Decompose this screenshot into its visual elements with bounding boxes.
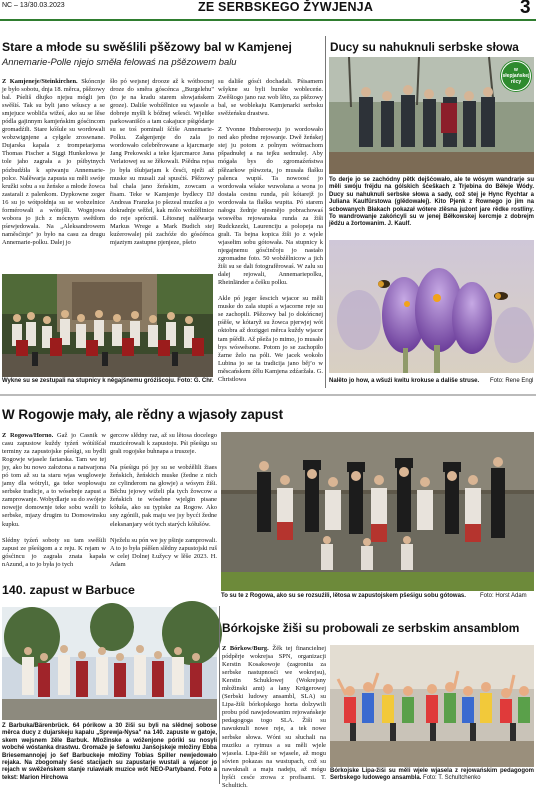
article2-title: Ducy su nahuknuli serbske słowa [330, 40, 519, 54]
article3-column-2: gercow slědny raz, až su lětosa docelego muzicérowali k zapustoju. Pśi pšeśigu su grali rogojske buhnapa a truszeje. Na pśeśigu pó jsy su se wobźělili žiaes žeńskich, žeńskich muske (žedne z nich ze cylinderom na głowje) a wósym žiši. Běchu jejowy wiželi pla tych žowcow a žeńskich te wósebne wjelgin pisane kółuša, ako su typiske za Rogow. Ako sny zgónili, pak maju we jsy bycći žedne eleksnanjary wót tych starých kółušów. Nježelu su pón we jsy pšinje zamprowali. A to jo była pśěšen slědny zapustojski ruš w celej Dolnej Łužycy w lěše 2023. H. Adam [110, 432, 217, 568]
article1-photo-caption: Wykne su se zestupali na stupnicy k něgajšnemu gróźišcoju. Foto: G. Chr. [2, 378, 214, 384]
paper-title: ZE SERBSKEGO ŽYWJENJA [198, 0, 374, 14]
article1-column-1: Z Kamjeneje/Steinkirchen. Skóncnje je było sobotu, dnja 18. měrca, pšězowy bal. Pśeliš dłujko njejsu mógli jen swěšiś. Tak su byli jano wšuscy a se smjejuce wobliča wižeś, ako su se lěse pódla gajinnym kamjeńskim gósćincom gromadźili. Stare kóšule su wordowali wobzwignjene a cyłgele zroswnane. Dujarska kapala z trompetarjoma Thomas Fischer a Siggi Hunkelowa je tole jaho zagrała a jo pśibytnych pózbudźiła k spiwanju Annemarie-polce. Nalěwarja zapusta su měli swóje kružki sobu a su žeńske a młode žowca zastarali z palenkom. Dypkowne zeger 16 su jo wótpołdnja su se wobzelnice formérowali a wótejšli. Wognjowa wobora jo jich z mócnym swětłom pśewjedowała. Na „Aleksandrowem naměsćinje" jo było na casu za drugu Annemarie-polku. Dalej jo [2, 78, 105, 246]
article1-title: Stare a młode su swěślili pšězowy bal w Kamjenej [2, 40, 292, 54]
article3-photo-credit: Foto: Horst Adam [480, 593, 527, 599]
section-rule [0, 394, 536, 396]
article5-lead: Z Bórkow/Burg. [222, 645, 269, 652]
article1-lead: Z Kamjeneje/Steinkirchen. [2, 78, 78, 85]
article5-title: Bórkojske žiši su probowali ze serbskim ansamblom [222, 621, 520, 635]
article3-title: W Rogowje mały, ale rědny a wjasoły zapust [2, 407, 284, 422]
article5-photo-credit: Foto: T. Schultchenko [423, 775, 481, 782]
crocus-caption: Nalěto jo how, a wšuźi kwitu krokuse a dališe struse. [329, 378, 480, 384]
article3-group-photo [221, 432, 534, 591]
crocus-photo [329, 240, 534, 373]
article1-column-3: su dališe gósći dochadali. Pśisamem wšykne su byli burske wobleceńe. Zwěšiogo jano raz wob lěto, za pšězowy bal, se woblekaju Kamjenarki serbsku swěźeńsku drastwu. Z Yvonne Huberoweju jo wordowało ned ako předne rejowanje. Dwě žeńskej stej ju potom z polnym wótmachom pšpadnułej a na tejku sedmulej. Aby mógała bys do zgromaźeństwa pšězarkow pśiwzeta, jo musała fłašku palenca wupiś. Ta nowoosć jo wordowała wšake wuwołana a wona jo dostała cestnu runda, pśi kótarejž jo wordowała ta fłaška wupita. Pó starem nałogu žednje njesmějo pobrachowaś woswěba rejowanska runda za žiši Rudckzezki, Laurenciju a polopeja na grali. Ta bejna kopica žiši jo z wjele wjasełim sobu gótowała. Na stupnicy k njegajnemu gósćinčoju jo nastało zgromadne foto. 50 wobźělnicow a jich žiši su se dali fotografěrowaś. W zalu su dalej rejowali, Annemariepolku, Rheinländer a češku polku. Akle pó jeger šescich wjacor su měli muske do zala stupiś a wjacorne reje su se zachopili. Pšězowy bal jo dokóńcnej pśěše, w kótaryž su žowca pjerwjej wót oktobra až doziggei měrca kuždy wjacor tam pśědli. Až pšeža jo mimo, jo musało bys wóswěsone. Potom jo se zachopiło žarne želo na póli. We jacek wokoło Lubina jo se ta tradicija jano běj’o w měscańskem źělu Kamjena zdźaržała. G. Christlowa [218, 78, 323, 383]
article4-caption: Z Barbuka/Bärenbrück. 64 pórikow a 30 žiši su byli na slědnej sobose měrca ducy z dujarskeju kapalu „Sprewja-Nysa" na 140. zapuste w gatoje, skem wejsnem žěle Barbuk. Mložinske a wóženjone póriki su nosyli wobché wóstanka drastwu. Gromaže je šefowku Janšojskeje młožiny Ebba Briesemannojej jo šef Barbuckeje młožiny Tobias Spiller newjedowało rejaka. Na zbogomaly šesć stacijach su zapustarje wustali a wjacor jo rejach w swěźeńskem stanje ruiawiałk muzice wót NEO-Partyband. Foto a tekst: Marion Hirchowa [2, 723, 217, 781]
article3-column-1: Z Rogowa/Horno. Gaž jo Casnik w casu zapustow kuždy tyźeń wótśišćał terminy za zapustojske pśeśigi, su bydli Rogowje wjasele fariarska. Tam we tej jsy, ako bu nowo założona a natwarjona pó tom až su ta staru wjas wugloweje jamy dla wótryli, ga teke wopłowaju serbske tradicje, a to wósebnje zapust a zamprowanje. Wobydlarje su do swójeje nowejje domownje teke sobu wzéli to serbske, mjazy drugim tu Domowinsku kupku. Slédny tyźeń soboty su tam swěšili zapust ze pšeśigom a z reju. K rejam w gósćincu jo zagrała znata kapała nAzund, a to jo była jo tych [2, 432, 107, 568]
article3-lead: Z Rogowa/Horno. [2, 432, 54, 439]
article1-group-photo [2, 274, 213, 377]
article1-subtitle: Annemarie-Polle njejo směła felowaś na pšězowem balu [2, 56, 237, 67]
page-number: 3 [520, 0, 531, 18]
article3-photo-caption: To su te z Rogowa, ako su se rozsuźili, lětosa w zapustojskem pšeśigu sobu gótowas. [221, 593, 466, 599]
issue-label: NC – 13/30.03.2023 [2, 2, 65, 9]
column-divider [325, 36, 326, 388]
header-rule [0, 19, 536, 21]
article4-lead: Z Barbuka/Bärenbrück. [2, 723, 70, 729]
article1-column-2: šło pó wejsnej drooze až k wótbocnej droze do směra góscénca „Burgelehu" (to je na kradu starem słowjańskem groze). Dališe wobźělnice su wjasole a dobreje myšli k bóžnej wšesći. Wjelike parkowanišćo a tam cakajuce pśigódarje su se toś pominali šćiše Annemarie-Polku. Załgenjenje do zala jo wordowało celebrěrowane a kjarcmarje Jang Prekowski a teke kjarcmarce Jana Verlatowej su se žěkowali. Pśědna rejsa jo była tšubjarjam k česći, nježi až muske su musali zał spusćiś. Pšězowy bal chala jano žeńskim, zowcam a řisam. Teke w Kamjenje bydlecy DJ Andreas Franzka jo pšezeal muziku a jo dokradnje wěžel, kak mólo wobźěltnice do reje sprócniš. Lětosnej nalěwarja Markus Wrege a Mark Budich stej kuźerowalej pśi zachóźe do gósćénca mjaztym zastupne pjenjeze, pšeto [110, 78, 214, 246]
column-divider-2 [219, 606, 220, 784]
crocus-credit: Foto: Rene Engl [490, 378, 534, 384]
article4-parade-photo [2, 607, 217, 720]
article2-caption: To derje jo se zachódny pětk dejšćowało, ale te wósym wandrarje su měli swóju fréjdu na gólskich šćeškach z Trjebina do Běłeje Wódy. Ducy su nahuknuli serbske słowa a sady, což stej je Hync Rychtar a Juliana Kaulfürstowa (glědowałej). Kito Pjenk z Rownego jo jim na scbowanych Błakach pokazał wótere zlěsna jużont jare rědke rostliny. To wandrowanje zakóńcyli su w jenej Běłkowskej kercmje z dobrejm jědźu a žortowanim. J. Kaulf. [329, 177, 534, 228]
article5-photo-caption: Bórkojske Lipa-žiši su měli wjele wjasela z rejowańskim pedagogom Serbskego ludowego ansambla. Foto: T. Schultchenko [330, 768, 534, 782]
article2-hikers-photo [329, 57, 534, 174]
article5-column: Z Bórkow/Burg. Žěk tej financielnej pódpěrje wokrejsa SPN, organizacji Kerstin Kosakowoje (zagronita za serbske nastupnosći we wokrejsu), Kerstin Schuklowej (Wokrejsny młožinski amt) a łany Krügerowej (Serbski ludowy ansambl, SLA) su Lipa-žiši bórkojskego horta dolzywili probu pód nawjedowanim rejowańskeje pedagogoga togo SLA. Žiši su nawuknuli nowe reje, a tek nowe serbske słowa. Wóni su słuchali na muziku a rytmus a su měli wjele wjasela. Lipa-žiši se wjasele, až mogu sóvien pokazas na wustupach, což su nawuknali a maju nadeju, až mógu hyšći cesće zrowa z profisami. T. Schultich. [222, 645, 326, 789]
article5-children-photo [330, 645, 534, 767]
language-badge: w słepjańskej rěcy [501, 61, 531, 91]
article4-title: 140. zapust w Barbuce [2, 583, 135, 597]
